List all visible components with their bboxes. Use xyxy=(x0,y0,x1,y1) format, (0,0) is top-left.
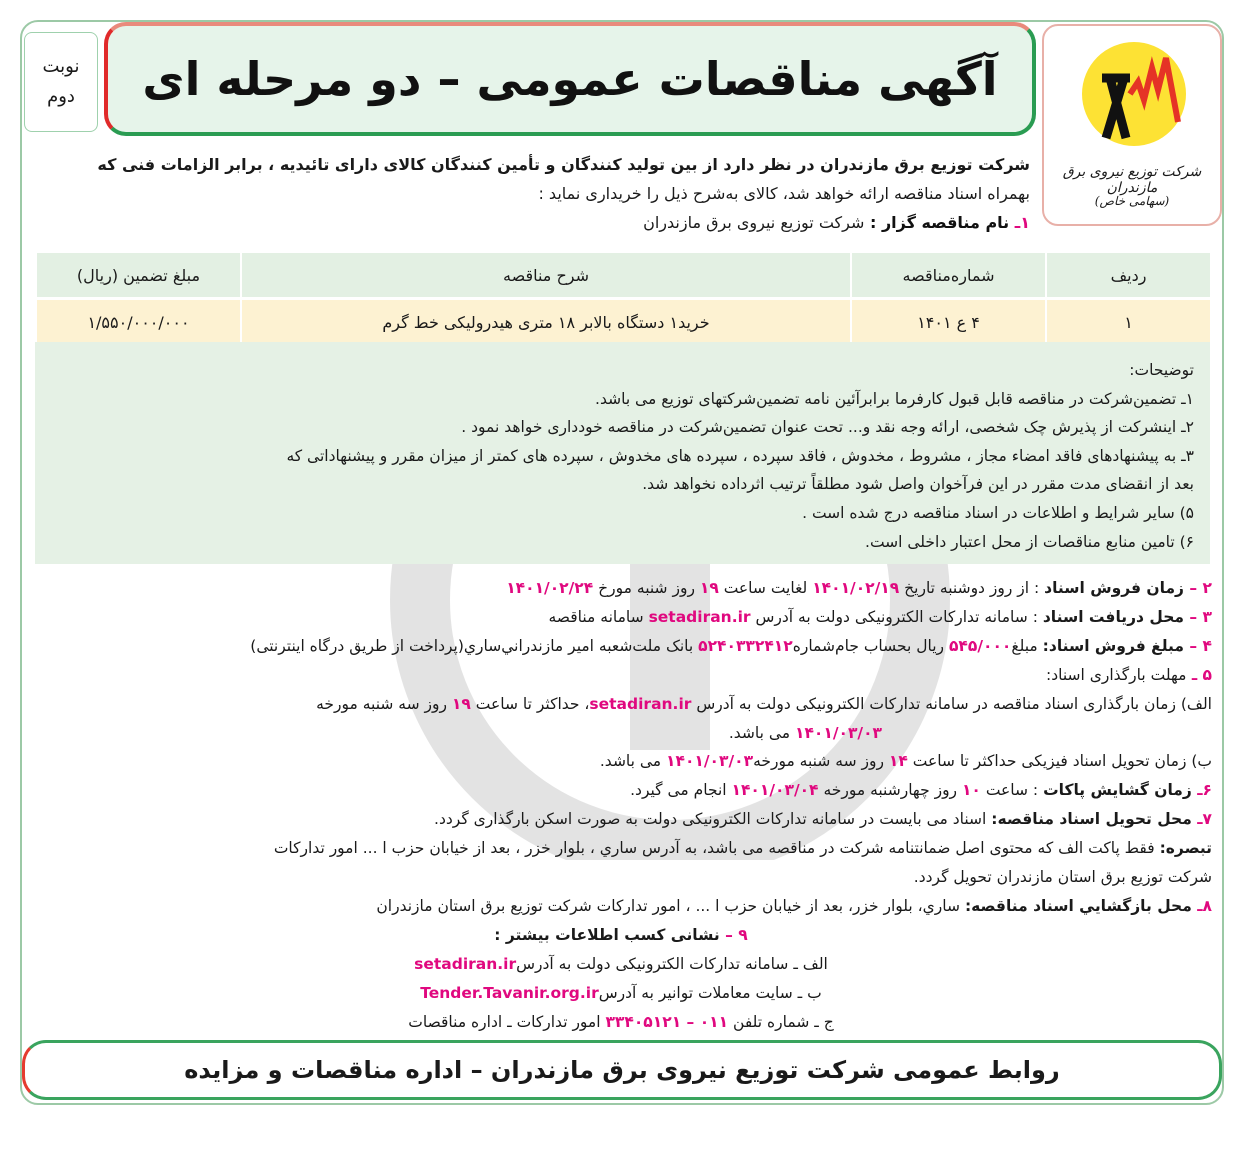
cell-description: خرید۱ دستگاه بالابر ۱۸ متری هیدرولیکی خط گرم xyxy=(240,300,850,344)
detail-label: تبصره: xyxy=(1159,839,1212,858)
tender-details xyxy=(30,574,1212,1037)
detail-line xyxy=(30,979,1212,1008)
logo-company-name: شرکت توزیع نیروی برق مازندران xyxy=(1062,164,1202,196)
intro-line-1: شرکت توزیع برق مازندران در نظر دارد از بین تولید کنندگان و تأمین کنندگان کالای دارای تائیدیه ، برابر الزامات فنی که xyxy=(97,155,1030,174)
detail-label: زمان فروش اسناد xyxy=(1044,579,1184,597)
detail-text: ریال بحساب جام‌شماره xyxy=(792,636,949,655)
highlight-value: ۵۲۴۰۳۳۲۴۱۲ xyxy=(698,636,793,655)
highlight-value: ۳ – xyxy=(1183,607,1212,626)
detail-text: ب) زمان تحویل اسناد فیزیکی حداکثر تا ساعت xyxy=(907,752,1212,771)
highlight-value: ۵۴۵/۰۰۰ xyxy=(948,636,1012,655)
highlight-value: ۱۴ xyxy=(888,752,908,771)
detail-label: زمان گشایش پاکات xyxy=(1043,781,1192,800)
detail-text: اسناد می بایست در سامانه تدارکات الکترونیکی دولت به صورت اسکن بارگذاری گردد. xyxy=(434,810,992,829)
power-company-logo-icon xyxy=(1082,38,1186,150)
detail-line xyxy=(30,805,1212,834)
note-line: ۳ـ به پیشنهادهای فاقد امضاء مجاز ، مشروط ، مخدوش ، فاقد سپرده ، سپرده های مخدوش ، سپرده های کمتر از میزان مقرر و پیشنهاداتی که xyxy=(286,446,1194,465)
highlight-value: ۱۹ xyxy=(699,579,719,597)
note-line: ۲ـ اینشرکت از پذیرش چک شخصی، ارائه وجه نقد و... تحت عنوان تضمین‌شرکت در مناقصه خودداری خواهد نمود . xyxy=(461,418,1194,437)
note-line: ۶) تامین منابع مناقصات از محل اعتبار داخلی است. xyxy=(865,532,1194,551)
detail-line xyxy=(30,834,1212,863)
detail-line xyxy=(30,719,1212,748)
detail-line xyxy=(30,574,1212,603)
intro-text xyxy=(40,150,1030,237)
tender-organizer xyxy=(40,208,1030,237)
notes-box xyxy=(35,342,1210,564)
website-link[interactable]: setadiran.ir xyxy=(589,694,692,713)
highlight-value: ۱۴۰۱/۰۲/۱۹ xyxy=(812,579,900,597)
turn-line2: دوم xyxy=(47,86,75,107)
highlight-value: ۸ـ xyxy=(1191,896,1212,915)
detail-text: روز چهارشنبه مورخه xyxy=(818,781,962,800)
detail-line xyxy=(30,632,1212,661)
notes-title: توضیحات: xyxy=(1129,361,1194,379)
detail-label: محل تحویل اسناد مناقصه: xyxy=(991,810,1192,829)
detail-line xyxy=(30,690,1212,719)
website-link[interactable]: setadiran.ir xyxy=(648,607,751,626)
detail-line xyxy=(30,1008,1212,1037)
highlight-value: ۷ـ xyxy=(1191,810,1212,829)
detail-label: محل بازگشايي اسناد مناقصه: xyxy=(964,896,1192,915)
detail-label: محل دریافت اسناد xyxy=(1042,607,1184,626)
cell-guarantee: ۱/۵۵۰/۰۰۰/۰۰۰ xyxy=(35,300,240,344)
detail-line xyxy=(30,776,1212,805)
highlight-value: ۱۴۰۱/۰۲/۲۴ xyxy=(506,579,594,597)
table-row xyxy=(35,300,1210,344)
highlight-value: ۱۴۰۱/۰۳/۰۳ xyxy=(794,723,882,742)
detail-text: روز سه شنبه مورخه xyxy=(316,694,452,713)
detail-text: مبلغ xyxy=(1011,636,1043,655)
detail-line xyxy=(30,863,1212,892)
detail-text: : سامانه تدارکات الکترونیکی دولت به آدرس xyxy=(750,607,1043,626)
detail-text: مهلت بارگذاری اسناد: xyxy=(1046,665,1187,684)
detail-line xyxy=(30,661,1212,690)
highlight-value: ۱۴۰۱/۰۳/۰۴ xyxy=(731,781,819,800)
detail-line xyxy=(30,950,1212,979)
highlight-value: ۶ـ xyxy=(1191,781,1212,800)
highlight-value: ۵ ـ xyxy=(1186,665,1212,684)
website-link[interactable]: Tender.Tavanir.org.ir xyxy=(420,983,599,1002)
highlight-value: ۱۰ xyxy=(961,781,981,800)
detail-text: شرکت توزیع برق استان مازندران تحویل گردد. xyxy=(913,868,1212,887)
detail-text: سامانه مناقصه xyxy=(548,607,649,626)
company-logo xyxy=(1042,24,1222,226)
detail-text: لغایت ساعت xyxy=(718,579,813,597)
col-header-guarantee: مبلغ تضمین (ریال) xyxy=(35,253,240,297)
detail-text: روز شنبه مورخ xyxy=(593,579,700,597)
detail-text: الف) زمان بارگذاری اسناد مناقصه در سامانه تدارکات الکترونیکی دولت به آدرس xyxy=(691,694,1212,713)
detail-text: می باشد. xyxy=(728,723,795,742)
detail-label: مبلغ فروش اسناد: xyxy=(1042,636,1184,655)
detail-text: امور تدارکات ـ اداره مناقصات xyxy=(408,1012,606,1031)
detail-text: : از روز دوشنبه تاریخ xyxy=(899,579,1045,597)
organizer-value: شرکت توزیع نیروی برق مازندران xyxy=(643,213,865,232)
detail-text: روز سه شنبه مورخه xyxy=(753,752,889,771)
page-title: آگهی مناقصات عمومی – دو مرحله ای xyxy=(142,52,998,106)
logo-company-type: (سهامی خاص) xyxy=(1094,194,1170,208)
detail-text: انجام می گیرد. xyxy=(630,781,732,800)
highlight-value: ۹ – xyxy=(719,925,748,944)
footer-banner xyxy=(22,1040,1222,1100)
detail-line xyxy=(30,603,1212,632)
col-header-description: شرح مناقصه xyxy=(240,253,850,297)
detail-text: الف ـ سامانه تدارکات الکترونیکی دولت به آدرس xyxy=(516,954,828,973)
detail-text: ج ـ شماره تلفن xyxy=(728,1012,834,1031)
highlight-value: ۱۴۰۱/۰۳/۰۳ xyxy=(666,752,754,771)
note-line: ۱ـ تضمین‌شرکت در مناقصه قابل قبول کارفرما برابرآئین نامه تضمین‌شرکتهای توزیع می باشد. xyxy=(595,389,1194,408)
cell-row-number: ۱ xyxy=(1045,300,1210,344)
title-banner xyxy=(104,22,1036,136)
turn-line1: نوبت xyxy=(42,56,80,77)
detail-text: ، حداکثر تا ساعت xyxy=(470,694,590,713)
note-line: ۵) سایر شرایط و اطلاعات در اسناد مناقصه درج شده است . xyxy=(802,503,1194,522)
website-link[interactable]: setadiran.ir xyxy=(414,954,517,973)
detail-text: می باشد. xyxy=(599,752,667,771)
detail-label: نشانی کسب اطلاعات بیشتر : xyxy=(494,925,720,944)
highlight-value: ۲ – xyxy=(1183,579,1212,597)
detail-text: بانک ملت‌شعبه امیر مازندراني‌ساري(پرداخت از طریق درگاه اینترنتی) xyxy=(250,636,699,655)
footer-text: روابط عمومی شرکت توزیع نیروی برق مازندران – اداره مناقصات و مزایده xyxy=(184,1056,1060,1084)
highlight-value: ۰۱۱ – ۳۳۴۰۵۱۲۱ xyxy=(605,1012,729,1031)
tender-table xyxy=(35,250,1210,347)
organizer-label: نام مناقصه گزار : xyxy=(869,213,1010,232)
table-header-row xyxy=(35,253,1210,297)
highlight-value: ۱۹ xyxy=(451,694,471,713)
detail-line xyxy=(30,747,1212,776)
detail-text: ساري، بلوار خزر، بعد از خیابان حزب ا ... ، امور تدارکات شرکت توزیع برق استان مازندران xyxy=(376,896,965,915)
detail-line xyxy=(30,921,1212,950)
cell-tender-number: ۴ ع ۱۴۰۱ xyxy=(850,300,1045,344)
detail-line xyxy=(30,892,1212,921)
col-header-tender-number: شماره‌مناقصه xyxy=(850,253,1045,297)
highlight-value: ۴ – xyxy=(1183,636,1212,655)
col-header-row-number: ردیف xyxy=(1045,253,1210,297)
intro-line-2: بهمراه اسناد مناقصه ارائه خواهد شد، کالای به‌شرح ذیل را خریداری نماید : xyxy=(538,184,1030,203)
detail-text: فقط پاکت الف که محتوی اصل ضمانتنامه شرکت در مناقصه می باشد، به آدرس ساري ، بلوار خزر ، بعد از خیابان حزب ا ... امور تدارکات xyxy=(273,839,1160,858)
detail-text: : ساعت xyxy=(980,781,1044,800)
turn-badge xyxy=(24,32,98,132)
note-line: بعد از انقضای مدت مقرر در این فرآخوان واصل شود مطلقاً ترتیب اثرداده نخواهد شد. xyxy=(642,475,1194,494)
item-number: ۱ـ xyxy=(1014,213,1030,232)
detail-text: ب ـ سایت معاملات توانیر به آدرس xyxy=(598,983,822,1002)
